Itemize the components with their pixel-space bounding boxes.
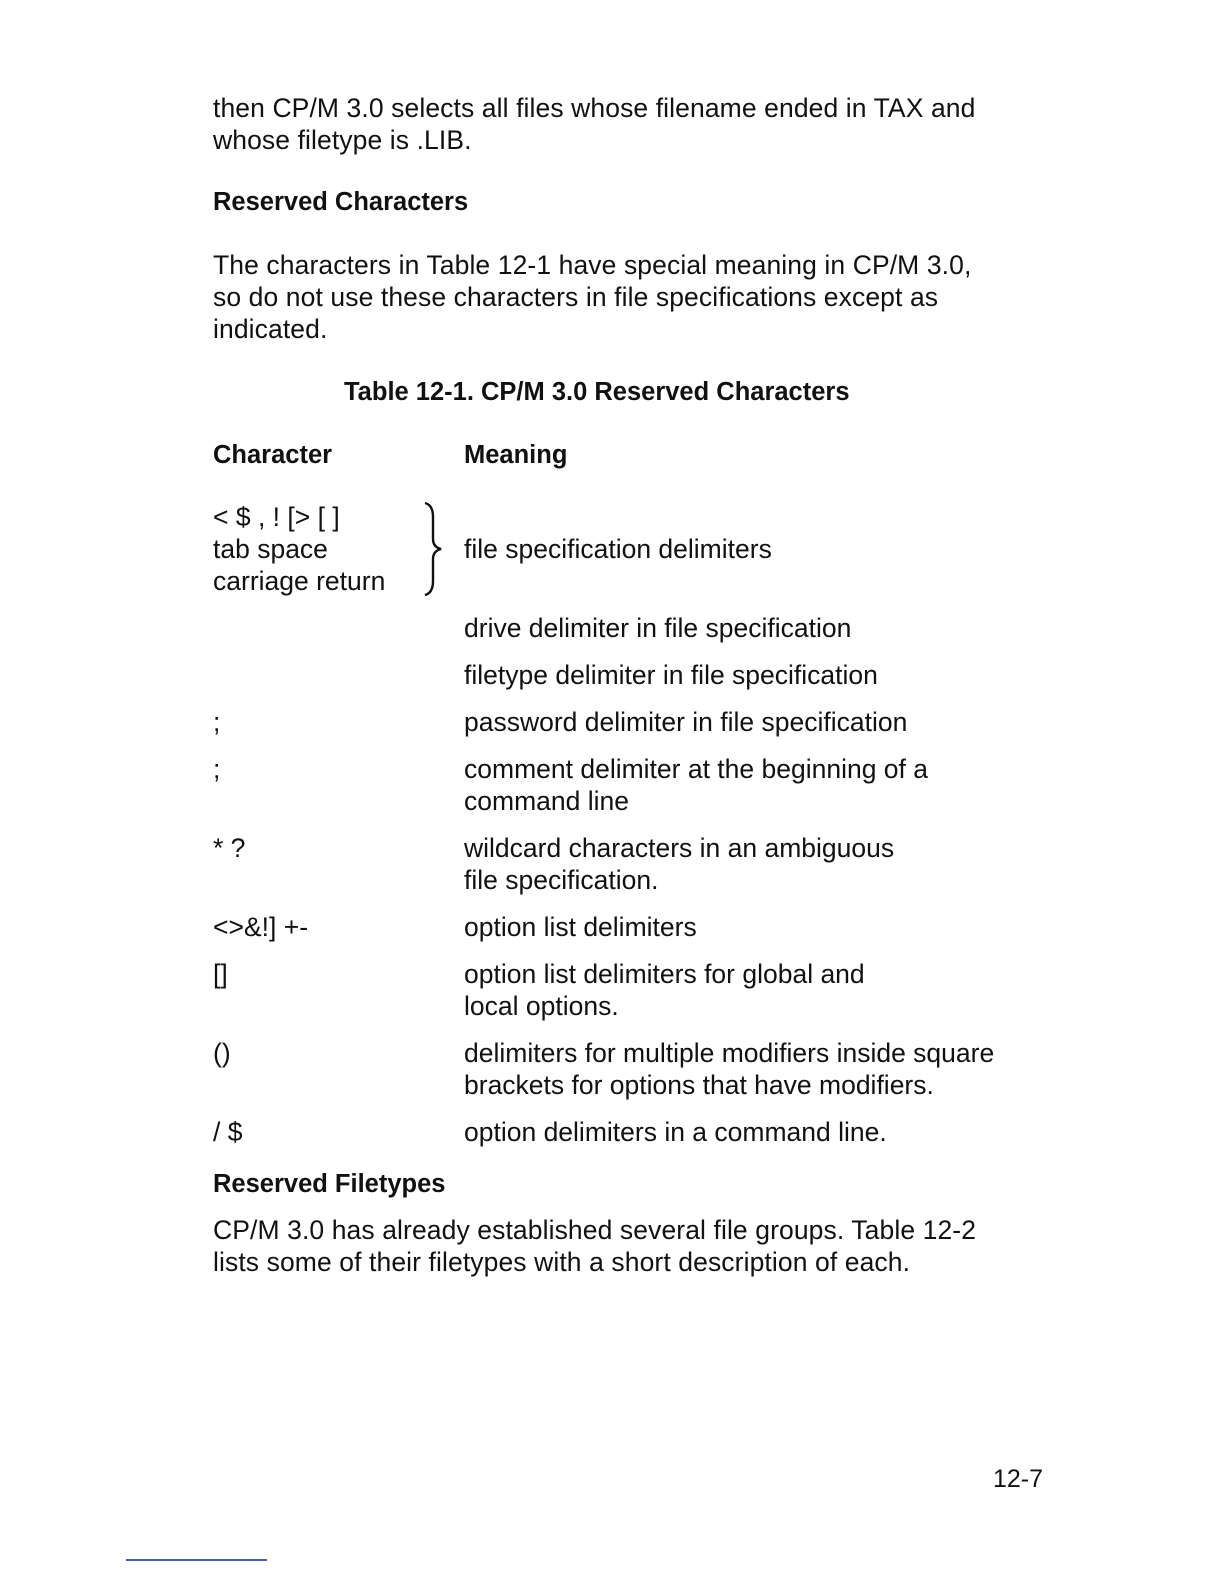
meaning-line: wildcard characters in an ambiguous	[464, 833, 895, 863]
meaning-cell	[464, 832, 1043, 896]
intro-line: whose filetype is .LIB.	[213, 125, 472, 155]
meaning-cell	[464, 612, 1043, 644]
character-cell: ;	[213, 754, 221, 784]
meaning-cell	[464, 911, 1043, 943]
meaning-cell	[464, 1116, 1043, 1148]
character-cell: ()	[213, 1038, 231, 1068]
meaning-line: delimiters for multiple modifiers inside square	[464, 1038, 995, 1068]
meaning-cell	[464, 659, 1043, 691]
character-cell	[213, 612, 464, 644]
meaning-line: option list delimiters	[464, 912, 697, 942]
description-line: The characters in Table 12-1 have special meaning in CP/M 3.0,	[213, 250, 972, 280]
description-line: so do not use these characters in file specifications except as	[213, 282, 939, 312]
character-cell: []	[213, 959, 228, 989]
grouped-characters	[213, 501, 413, 597]
character-cell: tab space	[213, 534, 328, 564]
description-line: lists some of their filetypes with a short description of each.	[213, 1247, 911, 1277]
character-cell: * ?	[213, 833, 246, 863]
table-row	[213, 832, 1043, 896]
bottom-divider	[126, 1559, 267, 1561]
meaning-line: option list delimiters for global and	[464, 959, 865, 989]
character-cell	[213, 659, 464, 691]
meaning-cell	[464, 706, 1043, 738]
description-line: CP/M 3.0 has already established several file groups. Table 12-2	[213, 1215, 977, 1245]
description-line: indicated.	[213, 314, 328, 344]
meaning-cell: file specification delimiters	[464, 534, 772, 564]
column-header-meaning: Meaning	[464, 441, 568, 469]
table-row	[213, 706, 1043, 738]
table-header	[213, 439, 1043, 471]
document-page	[213, 92, 1043, 1278]
character-cell: < $ , ! [> [ ]	[213, 502, 340, 532]
meaning-line: password delimiter in file specification	[464, 707, 908, 737]
table-row	[213, 1116, 1043, 1148]
meaning-line: comment delimiter at the beginning of a	[464, 754, 929, 784]
character-cell: / $	[213, 1117, 243, 1147]
table-row	[213, 1037, 1043, 1101]
intro-paragraph	[213, 92, 1043, 156]
reserved-filetypes-heading: Reserved Filetypes	[213, 1170, 446, 1198]
table-row	[213, 612, 1043, 644]
meaning-line: command line	[464, 786, 629, 816]
table-row	[213, 911, 1043, 943]
meaning-cell	[464, 753, 1043, 817]
character-cell: ;	[213, 707, 221, 737]
reserved-characters-heading: Reserved Characters	[213, 188, 469, 216]
reserved-characters-description	[213, 249, 1043, 345]
table-row	[213, 659, 1043, 691]
table-row	[213, 753, 1043, 817]
meaning-line: file specification.	[464, 865, 659, 895]
meaning-cell	[464, 1037, 1043, 1101]
table-row-grouped	[213, 501, 1043, 597]
intro-line: then CP/M 3.0 selects all files whose filename ended in TAX and	[213, 93, 976, 123]
character-cell: <>&!] +-	[213, 912, 309, 942]
meaning-line: drive delimiter in file specification	[464, 613, 852, 643]
meaning-cell	[464, 958, 1043, 1022]
meaning-line: filetype delimiter in file specification	[464, 660, 878, 690]
table-title: Table 12-1. CP/M 3.0 Reserved Characters	[344, 378, 850, 406]
meaning-line: brackets for options that have modifiers.	[464, 1070, 934, 1100]
reserved-filetypes-description	[213, 1214, 1043, 1278]
column-header-character: Character	[213, 441, 333, 469]
character-cell: carriage return	[213, 566, 386, 596]
meaning-line: option delimiters in a command line.	[464, 1117, 887, 1147]
table-row	[213, 958, 1043, 1022]
meaning-line: local options.	[464, 991, 619, 1021]
page-number: 12-7	[993, 1465, 1044, 1493]
curly-brace-icon	[413, 501, 464, 597]
reserved-characters-table	[213, 439, 1043, 1148]
